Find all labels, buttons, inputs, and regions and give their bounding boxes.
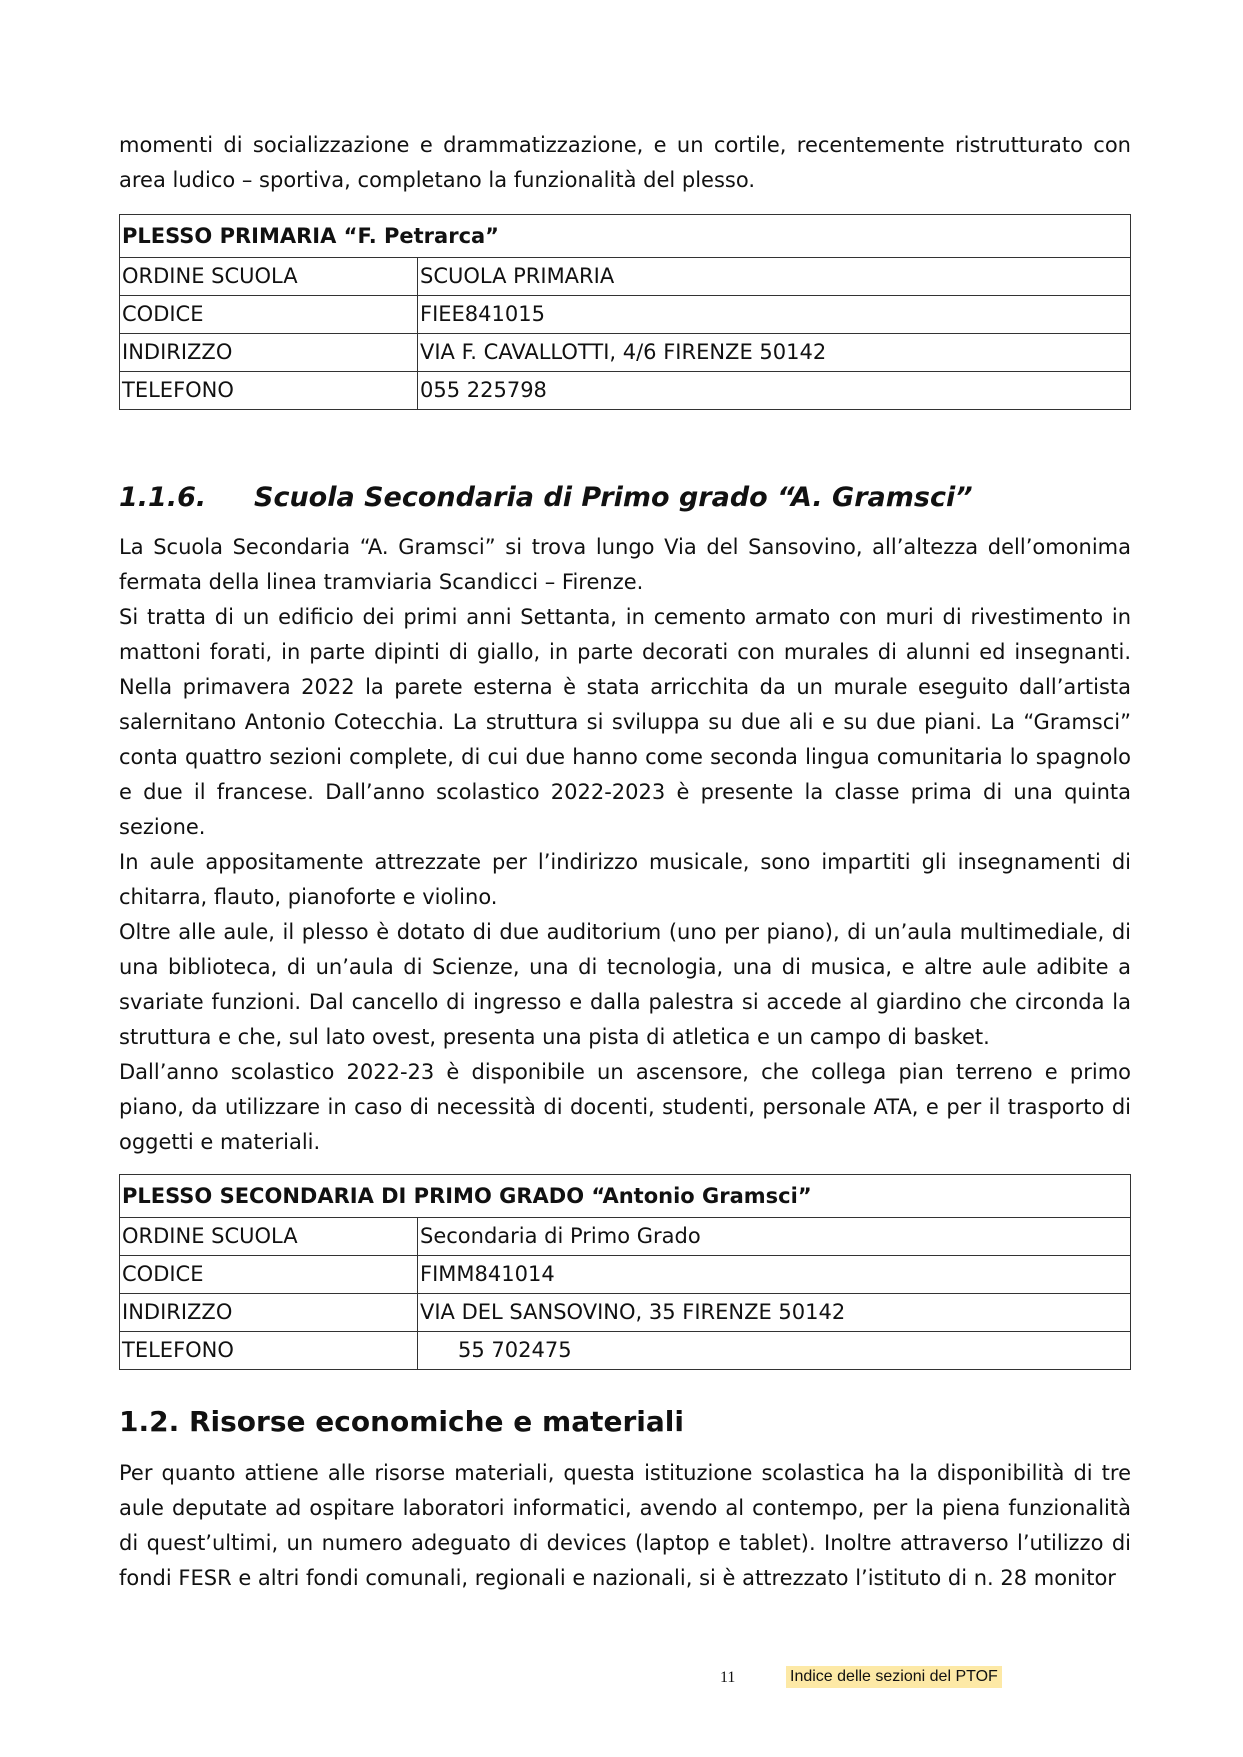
table-row: [120, 372, 1131, 410]
table-value: 55 702475: [418, 1332, 1131, 1370]
intro-paragraph: momenti di socializzazione e drammatizzazione, e un cortile, recentemente ristrutturato con area ludico – sportiva, completano la funzionalità del plesso.: [119, 133, 1131, 192]
paragraph: In aule appositamente attrezzate per l’indirizzo musicale, sono impartiti gli insegnamenti di chitarra, flauto, pianoforte e violino.: [119, 850, 1131, 909]
table-key: INDIRIZZO: [120, 334, 418, 372]
table-header-row: [120, 215, 1131, 258]
table-key: CODICE: [120, 296, 418, 334]
section-12-paragraph: Per quanto attiene alle risorse materiali, questa istituzione scolastica ha la disponibilità di tre aule deputate ad ospitare laboratori informatici, avendo al contempo, per la piena funzionalità di quest’ultimi, un numero adeguato di devices (laptop e tablet). Inoltre attraverso l’utilizzo di fondi FESR e altri fondi comunali, regionali e nazionali, si è attrezzato l’istituto di n. 28 monitor: [119, 1461, 1131, 1590]
table-key: ORDINE SCUOLA: [120, 258, 418, 296]
table-row: [120, 1332, 1131, 1370]
table-value: VIA DEL SANSOVINO, 35 FIRENZE 50142: [418, 1294, 1131, 1332]
table-value: FIEE841015: [418, 296, 1131, 334]
table-row: [120, 1256, 1131, 1294]
table-row: [120, 258, 1131, 296]
table-value: 055 225798: [418, 372, 1131, 410]
table-row: [120, 334, 1131, 372]
table-row: [120, 1218, 1131, 1256]
table-header-row: [120, 1175, 1131, 1218]
paragraph: La Scuola Secondaria “A. Gramsci” si trova lungo Via del Sansovino, all’altezza dell’omonima fermata della linea tramviaria Scandicci – Firenze.: [119, 535, 1131, 594]
plesso-primaria-table: [119, 214, 1131, 410]
table-key: TELEFONO: [120, 1332, 418, 1370]
table-key: INDIRIZZO: [120, 1294, 418, 1332]
paragraph: Dall’anno scolastico 2022-23 è disponibile un ascensore, che collega pian terreno e primo piano, da utilizzare in caso di necessità di docenti, studenti, personale ATA, e per il trasporto di oggetti e materiali.: [119, 1060, 1131, 1154]
paragraph: Oltre alle aule, il plesso è dotato di due auditorium (uno per piano), di un’aula multimediale, di una biblioteca, di un’aula di Scienze, una di tecnologia, una di musica, e altre aule adibite a svariate funzioni. Dal cancello di ingresso e dalla palestra si accede al giardino che circonda la struttura e che, sul lato ovest, presenta una pista di atletica e un campo di basket.: [119, 920, 1131, 1049]
section-heading-116: [119, 480, 1131, 516]
paragraph: Si tratta di un edificio dei primi anni Settanta, in cemento armato con muri di rivestimento in mattoni forati, in parte dipinti di giallo, in parte decorati con murales di alunni ed insegnanti. Nella primavera 2022 la parete esterna è stata arricchita da un murale eseguito dall’artista salernitano Antonio Cotecchia. La struttura si sviluppa su due ali e su due piani. La “Gramsci” conta quattro sezioni complete, di cui due hanno come seconda lingua comunitaria lo spagnolo e due il francese. Dall’anno scolastico 2022-2023 è presente la classe prima di una quinta sezione.: [119, 605, 1131, 839]
page-content: [119, 128, 1131, 1596]
table-value: Secondaria di Primo Grado: [418, 1218, 1131, 1256]
table-header: PLESSO PRIMARIA “F. Petrarca”: [120, 215, 1131, 258]
table-row: [120, 1294, 1131, 1332]
plesso-secondaria-table: [119, 1174, 1131, 1370]
table-value: FIMM841014: [418, 1256, 1131, 1294]
page-footer: [0, 1665, 1243, 1691]
section-number: 1.1.6.: [119, 482, 207, 513]
table-key: ORDINE SCUOLA: [120, 1218, 418, 1256]
table-value: VIA F. CAVALLOTTI, 4/6 FIRENZE 50142: [418, 334, 1131, 372]
section-title: Scuola Secondaria di Primo grado “A. Gramsci”: [254, 482, 973, 513]
table-row: [120, 296, 1131, 334]
section-heading-12: 1.2. Risorse economiche e materiali: [119, 1405, 684, 1438]
table-key: CODICE: [120, 1256, 418, 1294]
table-key: TELEFONO: [120, 372, 418, 410]
page-number: 11: [720, 1669, 736, 1686]
ptof-index-link[interactable]: Indice delle sezioni del PTOF: [786, 1666, 1002, 1688]
table-header: PLESSO SECONDARIA DI PRIMO GRADO “Antonio Gramsci”: [120, 1175, 1131, 1218]
section-116-body: [119, 530, 1131, 1160]
table-value: SCUOLA PRIMARIA: [418, 258, 1131, 296]
